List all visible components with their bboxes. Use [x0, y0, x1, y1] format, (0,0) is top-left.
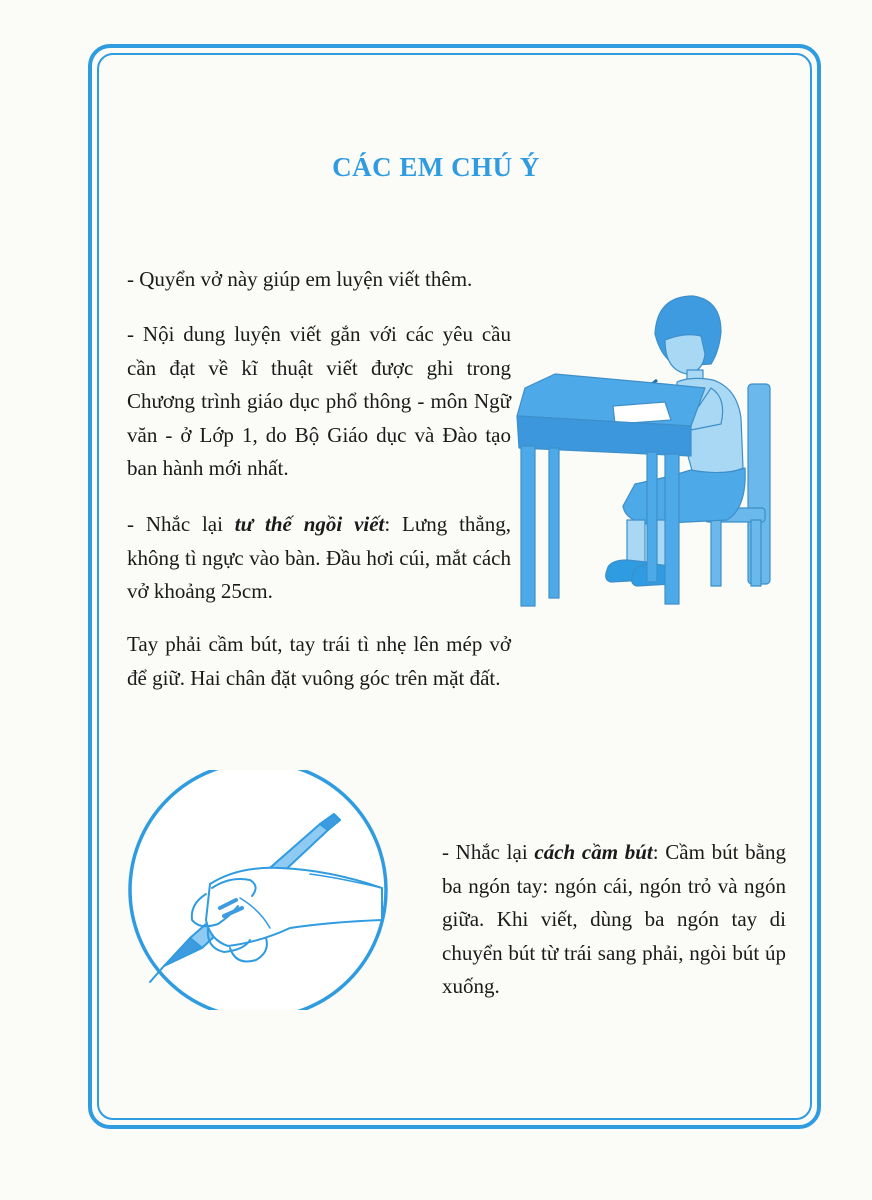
- page-title: CÁC EM CHÚ Ý: [332, 152, 540, 182]
- note-curriculum: - Nội dung luyện viết gắn với các yêu cầu cần đạt về kĩ thuật viết được ghi trong Chương trình giáo dục phổ thông - môn Ngữ văn - ở Lớp 1, do Bộ Giáo dục và Đào tạo ban hành mới nhất.: [127, 322, 511, 480]
- note-workbook-purpose: - Quyển vở này giúp em luyện viết thêm.: [127, 267, 473, 291]
- note-sitting-posture-text: : Lưng thẳng, không tì ngực vào bàn. Đầu hơi cúi, mắt cách vở khoảng 25cm.: [127, 512, 511, 603]
- note-sitting-posture: [127, 508, 511, 609]
- note-pen-grip-text: : Cầm bút bằng ba ngón tay: ngón cái, ngón trỏ và ngón giữa. Khi viết, dùng ba ngón tay di chuyển bút từ trái sang phải, ngòi bút úp xuống.: [442, 840, 786, 998]
- note-hands-feet: Tay phải cầm bút, tay trái tì nhẹ lên mép vở để giữ. Hai chân đặt vuông góc trên mặt đất.: [127, 632, 511, 690]
- note-sitting-posture-prefix: - Nhắc lại: [127, 512, 235, 536]
- girl-writing-at-desk-illustration: [515, 288, 780, 610]
- note-pen-grip: [442, 836, 786, 1004]
- sitting-posture-emphasis: tư thế ngồi viết: [234, 512, 385, 536]
- pen-grip-emphasis: cách cầm bút: [534, 840, 653, 864]
- hand-holding-pen-illustration: [120, 770, 400, 1010]
- note-pen-grip-prefix: - Nhắc lại: [442, 840, 535, 864]
